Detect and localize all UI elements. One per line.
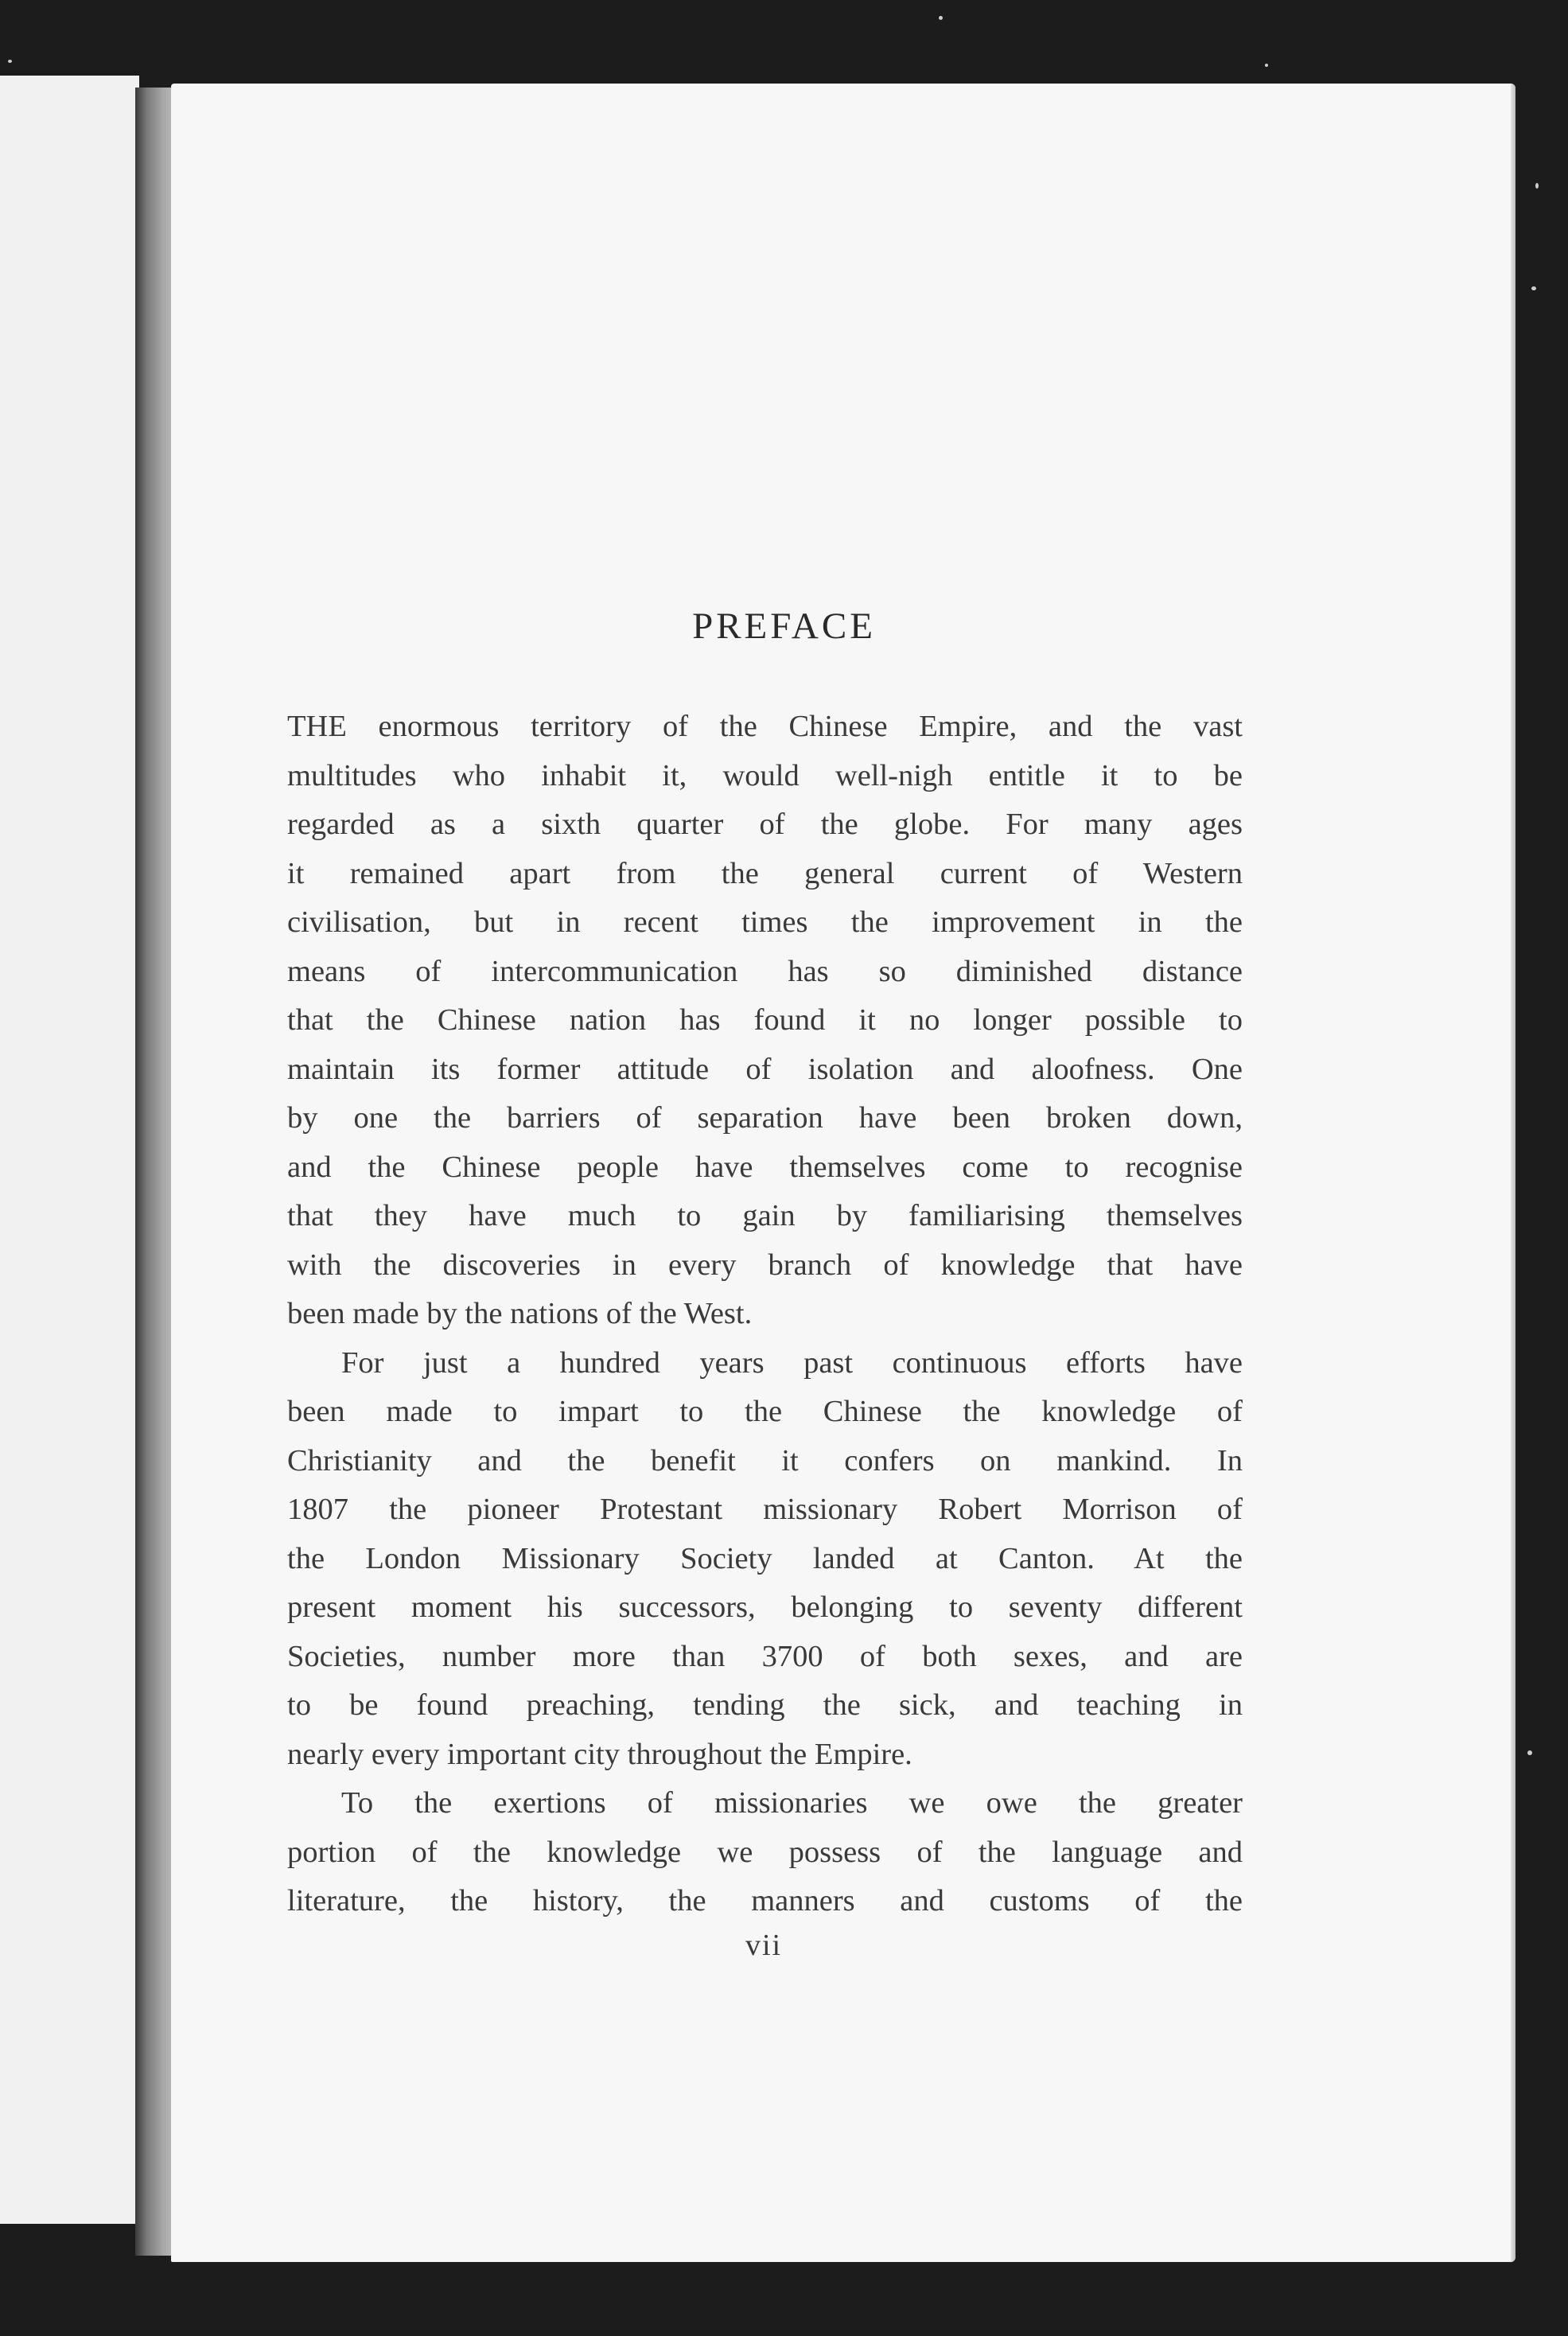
- text-line: portion of the knowledge we possess of the language and: [287, 1835, 1243, 1869]
- text-line: means of intercommunication has so diminished distance: [287, 954, 1243, 988]
- text-line: with the discoveries in every branch of knowledge that have: [287, 1248, 1243, 1282]
- scan-speck: [939, 16, 943, 20]
- text-line: civilisation, but in recent times the improvement in the: [287, 905, 1243, 939]
- text-line: maintain its former attitude of isolation and aloofness. One: [287, 1052, 1243, 1086]
- text-line: 1807 the pioneer Protestant missionary Robert Morrison of: [287, 1493, 1243, 1526]
- scan-speck: [8, 60, 12, 63]
- text-line: been made by the nations of the West.: [287, 1297, 753, 1330]
- page-title: PREFACE: [692, 605, 876, 647]
- text-line: the London Missionary Society landed at Canton. At the: [287, 1541, 1243, 1575]
- page-number: vii: [745, 1929, 783, 1962]
- text-line: nearly every important city throughout the Empire.: [287, 1737, 912, 1771]
- text-line: by one the barriers of separation have been broken down,: [287, 1101, 1243, 1135]
- text-line: Societies, number more than 3700 of both sexes, and are: [287, 1639, 1243, 1673]
- text-line: and the Chinese people have themselves come to recognise: [287, 1150, 1243, 1184]
- text-line: to be found preaching, tending the sick, and teaching in: [287, 1688, 1243, 1722]
- text-line: THE enormous territory of the Chinese Empire, and the vast: [287, 710, 1243, 743]
- text-line: For just a hundred years past continuous efforts have: [341, 1345, 1243, 1380]
- text-line: multitudes who inhabit it, would well-nigh entitle it to be: [287, 758, 1243, 792]
- text-line: To the exertions of missionaries we owe the greater: [341, 1786, 1243, 1820]
- text-line: been made to impart to the Chinese the knowledge of: [287, 1395, 1243, 1428]
- text-line: that they have much to gain by familiarising themselves: [287, 1199, 1243, 1232]
- scan-speck: [1265, 64, 1268, 67]
- text-line: that the Chinese nation has found it no longer possible to: [287, 1003, 1243, 1037]
- text-line: Christianity and the benefit it confers on mankind. In: [287, 1443, 1243, 1478]
- preface-body: [287, 703, 1243, 1926]
- text-line: literature, the history, the manners and customs of the: [287, 1884, 1243, 1917]
- scan-speck: [1531, 286, 1536, 290]
- text-line: regarded as a sixth quarter of the globe. For many ages: [287, 808, 1243, 841]
- text-line: present moment his successors, belonging to seventy different: [287, 1590, 1243, 1624]
- scan-speck: [1535, 183, 1539, 189]
- text-line: it remained apart from the general current of Western: [287, 856, 1243, 890]
- scan-speck: [1527, 1750, 1532, 1755]
- left-page-edge: [0, 76, 139, 2224]
